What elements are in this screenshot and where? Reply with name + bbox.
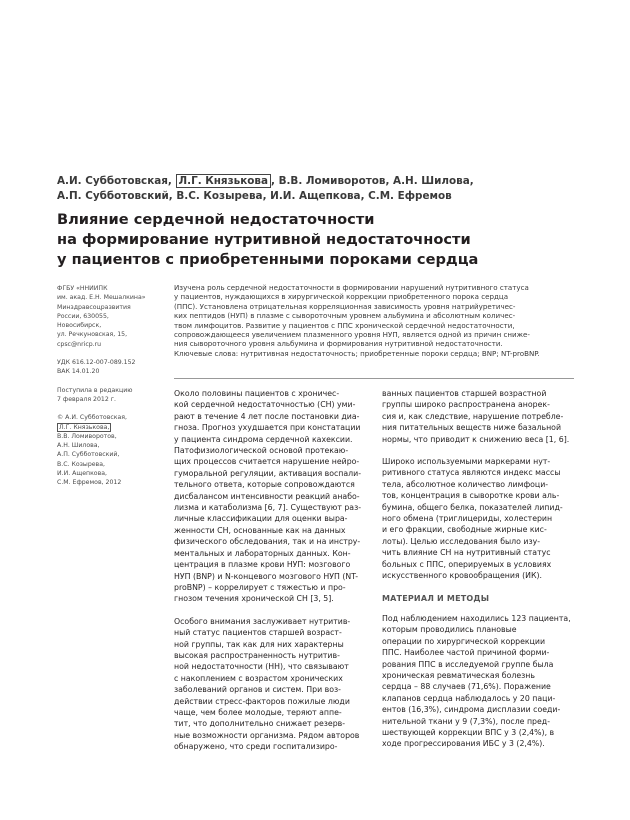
text-line: лоты). Целью исследования было изу- — [382, 536, 541, 546]
vak-code: ВАК 14.01.20 — [57, 368, 100, 376]
paragraph — [174, 388, 364, 605]
affiliation-line: ул. Речкуновская, 15, — [57, 331, 128, 339]
text-line: Патофизиологической основой протекаю- — [174, 446, 349, 456]
text-line: операции по хирургической коррекции — [382, 636, 546, 646]
copyright-line — [57, 423, 162, 432]
text-line: нительной ткани у 9 (7,3%), после пред- — [382, 716, 551, 726]
text-line: которым проводились плановые — [382, 625, 517, 635]
text-line: Особого внимания заслуживает нутритив- — [174, 616, 351, 626]
text-line: щих процессов считается нарушение нейро- — [174, 457, 360, 467]
abstract-line: у пациентов, нуждающихся в хирургической коррекции приобретенного порока сердца — [174, 292, 509, 302]
title-line: на формирование нутритивной недостаточности — [57, 231, 471, 248]
article-title — [57, 210, 597, 270]
section-heading: МАТЕРИАЛ И МЕТОДЫ — [382, 593, 490, 603]
text-line: и его фракции, свободные жирные кис- — [382, 525, 547, 535]
text-line: больных с ППС, оперируемых в условиях — [382, 559, 552, 569]
text-line: тельного ответа, которые сопровождаются — [174, 480, 355, 490]
affiliation-line: ФГБУ «ННИИПК — [57, 285, 108, 292]
email-link[interactable]: cpsc@nricp.ru — [57, 340, 102, 348]
text-line: женности СН, основанные как на данных — [174, 525, 346, 535]
text-line: ментальных и лабораторных данных. Кон- — [174, 548, 351, 558]
author-names: , В.В. Ломиворотов, А.Н. Шилова, — [271, 175, 474, 187]
paragraph — [174, 616, 364, 753]
text-line: у пациента синдрома сердечной кахексии. — [174, 434, 353, 444]
text-line: сия и, как следствие, нарушение потребле- — [382, 411, 564, 421]
author-names: А.И. Субботовская, — [57, 175, 176, 187]
text-line: proBNP) – коррелирует с тяжестью и про- — [174, 582, 346, 592]
text-line: тов, концентрация в сыворотке крови аль- — [382, 491, 560, 501]
copyright-line: © А.И. Субботовская, — [57, 414, 127, 422]
body-column-left — [174, 388, 364, 764]
text-line: ППС. Наиболее частой причиной форми- — [382, 648, 550, 658]
text-line: ходе прогрессирования ИБС у 3 (2,4%). — [382, 739, 545, 749]
copyright-line: С.М. Ефремов, 2012 — [57, 479, 122, 487]
copyright-line: А.П. Субботовский, — [57, 451, 120, 459]
text-line: Широко используемыми маркерами нут- — [382, 457, 551, 467]
text-line: Под наблюдением находились 123 пациента, — [382, 613, 571, 623]
text-line: искусственного кровообращения (ИК). — [382, 571, 542, 581]
text-line: хроническая ревматическая болезнь — [382, 670, 535, 680]
abstract-line: ния сывороточного уровня альбумина и формирования нутритивной недостаточности. — [174, 339, 503, 349]
abstract-line: твом лимфоцитов. Развитие у пациентов с ППС хронической сердечной недостаточности, — [174, 320, 515, 330]
text-line: гнозом течения хронической СН [3, 5]. — [174, 594, 334, 604]
text-line: бумина, общего белка, показателей липид- — [382, 502, 563, 512]
abstract-line: сопровождающееся увеличением плазменного уровня НУП, является одной из причин сниже- — [174, 330, 530, 340]
affiliation-line: Минздравсоцразвития — [57, 303, 131, 311]
text-line: рования ППС в исследуемой группе была — [382, 659, 554, 669]
text-line: Около половины пациентов с хроничес- — [174, 389, 340, 398]
text-line: ной недостаточности (НН), что связывают — [174, 662, 349, 672]
text-line: высокая распространенность нутритив- — [174, 650, 340, 660]
authors-line-1 — [57, 174, 577, 189]
text-line: тела, абсолютное количество лимфоци- — [382, 479, 549, 489]
title-line: Влияние сердечной недостаточности — [57, 211, 375, 228]
text-line: ной группы, так как для них характерны — [174, 639, 344, 649]
copyright-line: В.С. Козырева, — [57, 460, 105, 468]
text-line: действии стресс-факторов пожилые люди — [174, 696, 350, 706]
text-line: группы широко распространена анорек- — [382, 400, 550, 410]
abstract-line: ких пептидов (НУП) в плазме с сывороточным уровнем альбумина и абсолютным количес- — [174, 311, 516, 321]
authors-line-2: А.П. Субботовский, В.С. Козырева, И.И. Ащепкова, С.М. Ефремов — [57, 190, 452, 202]
received-date: 7 февраля 2012 г. — [57, 395, 116, 403]
text-line: рают в течение 4 лет после постановки диа- — [174, 411, 360, 421]
keywords-line: Ключевые слова: нутритивная недостаточность; приобретенные пороки сердца; BNP; NT-proBNP. — [174, 348, 540, 358]
highlighted-author: Л.Г. Князькова — [176, 174, 272, 188]
text-line: чить влияние СН на нутритивный статус — [382, 548, 551, 558]
text-line: ванных пациентов старшей возрастной — [382, 389, 547, 398]
title-line: у пациентов с приобретенными пороками сердца — [57, 251, 479, 268]
text-line: шествующей коррекции ВПС у 3 (2,4%), в — [382, 727, 555, 737]
text-line: ритивного статуса являются индекс массы — [382, 468, 561, 478]
abstract-line: Изучена роль сердечной недостаточности в формировании нарушений нутритивного статуса — [174, 283, 529, 292]
body-column-right — [382, 388, 574, 761]
text-line: личные классификации для оценки выра- — [174, 514, 348, 524]
text-line: с накоплением с возрастом хронических — [174, 673, 343, 683]
text-line: тит, что дополнительно снижает резерв- — [174, 719, 346, 729]
paragraph — [382, 388, 574, 445]
affiliation-line: России, 630055, — [57, 312, 109, 320]
text-line: кой сердечной недостаточностью (СН) уми- — [174, 400, 356, 410]
copyright-line: И.И. Ащепкова, — [57, 470, 107, 478]
paragraph — [382, 456, 574, 581]
text-line: клапанов сердца наблюдалось у 20 паци- — [382, 693, 556, 703]
abstract-line: (ППС). Установлена отрицательная корреляционная зависимость уровня натрийуретичес- — [174, 301, 516, 311]
text-line: ные возможности организма. Рядом авторов — [174, 730, 360, 740]
text-line: ентов (16,3%), синдрома дисплазии соеди- — [382, 705, 561, 715]
copyright-line: В.В. Ломиворотов, — [57, 432, 117, 440]
paragraph — [382, 613, 574, 750]
udk-code: УДК 616.12-007-089.152 — [57, 359, 136, 367]
affiliation-line: им. акад. Е.Н. Мешалкина» — [57, 294, 146, 302]
text-line: чаще, чем более молодые, теряют аппе- — [174, 707, 342, 717]
copyright-line: А.Н. Шилова, — [57, 442, 100, 450]
abstract — [174, 283, 574, 358]
text-line: лизма и катаболизма [6, 7]. Существуют раз- — [174, 503, 362, 513]
text-line: физического обследования, так и на инстру- — [174, 537, 361, 547]
abstract-divider — [174, 378, 574, 379]
received-label: Поступила в редакцию — [57, 386, 133, 394]
article-authors — [57, 174, 577, 204]
affiliation — [57, 284, 162, 349]
affiliation-line: Новосибирск, — [57, 322, 102, 330]
text-line: ный статус пациентов старшей возраст- — [174, 628, 342, 638]
text-line: НУП (BNP) и N-концевого мозгового НУП (NT- — [174, 571, 359, 581]
highlighted-author: Л.Г. Князькова, — [59, 423, 110, 431]
text-line: центрация в плазме крови НУП: мозгового — [174, 560, 351, 570]
sidebar-meta — [57, 284, 162, 488]
text-line: ного обмена (триглицериды, холестерин — [382, 514, 553, 524]
text-line: дисбалансом интенсивности реакций анабо- — [174, 491, 360, 501]
text-line: заболеваний органов и систем. При воз- — [174, 685, 341, 695]
text-line: сердца – 88 случаев (71,6%). Поражение — [382, 682, 551, 692]
text-line: нормы, что приводит к снижению веса [1, 6]. — [382, 434, 570, 444]
text-line: обнаружено, что среди госпитализиро- — [174, 742, 338, 752]
text-line: гуморальной регуляции, активация воспали- — [174, 468, 362, 478]
text-line: гноза. Прогноз ухудшается при констатации — [174, 423, 361, 433]
text-line: ния питательных веществ ниже базальной — [382, 423, 562, 433]
